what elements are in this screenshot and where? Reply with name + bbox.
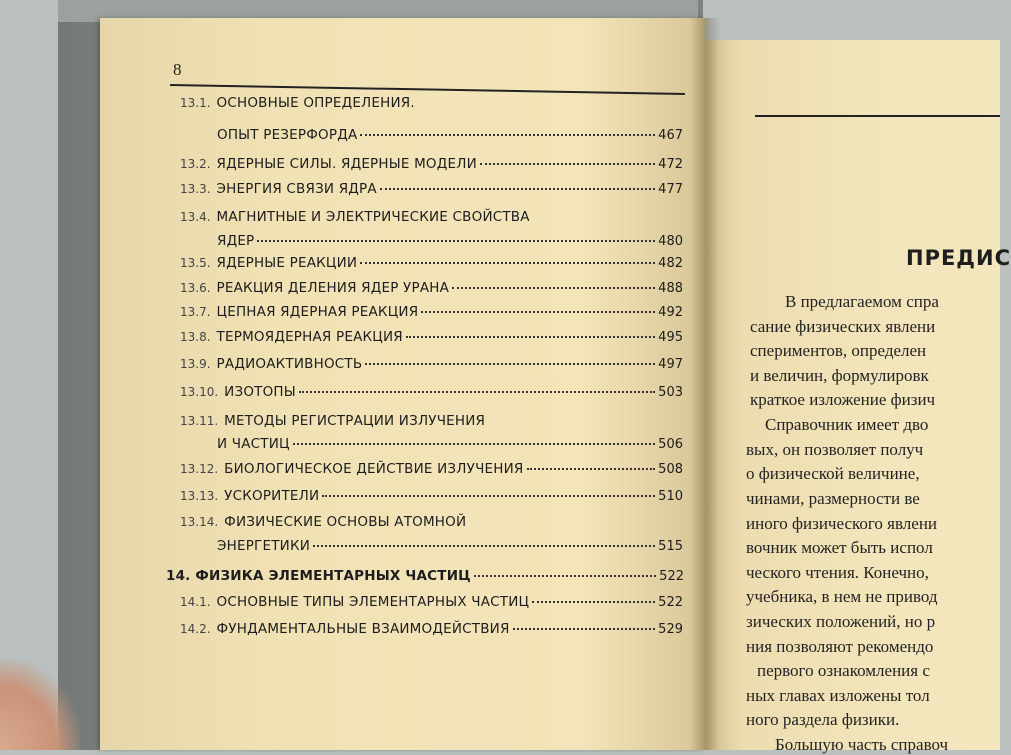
text-line: ческого чтения. Конечно, xyxy=(746,562,929,582)
text-line: ного раздела физики. xyxy=(746,710,900,730)
toc-chapter-entry xyxy=(166,568,684,584)
toc-dot-leader xyxy=(322,494,655,497)
toc-entry-page: 503 xyxy=(658,385,683,400)
toc-dot-leader xyxy=(299,390,655,393)
toc-entry-title: ОПЫТ РЕЗЕРФОРДА xyxy=(217,127,358,143)
toc-entry xyxy=(217,538,683,554)
toc-entry-number: 13.9. xyxy=(180,357,211,371)
toc-entry-title: ОСНОВНЫЕ ОПРЕДЕЛЕНИЯ. xyxy=(216,95,415,111)
toc-entry-title: РЕАКЦИЯ ДЕЛЕНИЯ ЯДЕР УРАНА xyxy=(216,280,450,296)
toc-entry-number: 13.3. xyxy=(180,182,211,196)
toc-entry xyxy=(180,209,683,225)
text-line: сание физических явлени xyxy=(750,316,936,336)
toc-entry xyxy=(180,304,683,320)
toc-entry xyxy=(180,356,683,372)
preface-title: ПРЕДИС xyxy=(906,246,1011,270)
toc-entry-number: 13.6. xyxy=(180,281,211,295)
toc-entry-title: ЦЕПНАЯ ЯДЕРНАЯ РЕАКЦИЯ xyxy=(216,304,419,320)
toc-entry xyxy=(217,436,683,452)
toc-entry-title: ФИЗИЧЕСКИЕ ОСНОВЫ АТОМНОЙ xyxy=(224,514,467,530)
toc-entry-title: ОСНОВНЫЕ ТИПЫ ЭЛЕМЕНТАРНЫХ ЧАСТИЦ xyxy=(216,594,530,610)
text-line: краткое изложение физич xyxy=(750,390,936,410)
toc-dot-leader xyxy=(474,574,656,577)
toc-entry xyxy=(180,280,683,296)
toc-entry-page: 522 xyxy=(659,569,684,584)
toc-dot-leader xyxy=(532,600,655,603)
toc-entry-page: 515 xyxy=(658,539,683,554)
toc-entry xyxy=(180,621,683,637)
toc-entry-page: 495 xyxy=(658,330,683,345)
toc-entry-number: 13.14. xyxy=(180,515,219,529)
text-line: ных главах изложены тол xyxy=(746,685,930,705)
toc-entry-page: 488 xyxy=(658,281,683,296)
toc-entry xyxy=(180,413,683,429)
toc-entry-number: 13.12. xyxy=(180,462,219,476)
toc-entry-title: МАГНИТНЫЕ И ЭЛЕКТРИЧЕСКИЕ СВОЙСТВА xyxy=(216,209,530,225)
toc-entry-number: 13.10. xyxy=(180,385,219,399)
toc-dot-leader xyxy=(360,261,655,264)
text-line: чинами, размерности ве xyxy=(746,488,920,508)
toc-entry-page: 477 xyxy=(658,182,683,197)
toc-entry-page: 492 xyxy=(658,305,683,320)
toc-dot-leader xyxy=(406,335,655,338)
toc-entry-title: ЭНЕРГИЯ СВЯЗИ ЯДРА xyxy=(216,181,377,197)
toc-dot-leader xyxy=(527,467,656,470)
toc-entry-number: 13.4. xyxy=(180,210,211,224)
toc-entry-title: ЯДЕРНЫЕ СИЛЫ. ЯДЕРНЫЕ МОДЕЛИ xyxy=(216,156,477,172)
toc-dot-leader xyxy=(293,442,655,445)
toc-entry xyxy=(180,461,683,477)
toc-dot-leader xyxy=(480,162,655,165)
toc-entry xyxy=(180,156,683,172)
toc-dot-leader xyxy=(257,239,655,242)
toc-entry-number: 13.1. xyxy=(180,96,211,110)
toc-entry xyxy=(217,127,683,143)
toc-entry-title: БИОЛОГИЧЕСКОЕ ДЕЙСТВИЕ ИЗЛУЧЕНИЯ xyxy=(224,461,524,477)
toc-entry-number: 13.13. xyxy=(180,489,219,503)
toc-entry-title: МЕТОДЫ РЕГИСТРАЦИИ ИЗЛУЧЕНИЯ xyxy=(224,413,486,429)
toc-entry-page: 522 xyxy=(658,595,683,610)
toc-entry-page: 510 xyxy=(658,489,683,504)
toc-entry-number: 13.5. xyxy=(180,256,211,270)
book-gutter xyxy=(690,18,720,750)
toc-entry-number: 13.7. xyxy=(180,305,211,319)
text-line: ния позволяют рекомендо xyxy=(746,636,934,656)
toc-entry-page: 497 xyxy=(658,357,683,372)
toc-dot-leader xyxy=(452,286,655,289)
toc-entry-title: И ЧАСТИЦ xyxy=(217,436,290,452)
toc-entry-title: ЭНЕРГЕТИКИ xyxy=(217,538,311,554)
toc-dot-leader xyxy=(365,362,655,365)
text-line: зических положений, но р xyxy=(746,611,936,631)
text-line: первого ознакомления с xyxy=(757,661,930,681)
text-line: и величин, формулировк xyxy=(750,365,929,385)
toc-dot-leader xyxy=(513,627,656,630)
toc-entry xyxy=(180,594,683,610)
toc-entry-page: 467 xyxy=(658,128,683,143)
text-line: Большую часть справоч xyxy=(775,735,949,754)
toc-entry-number: 13.8. xyxy=(180,330,211,344)
page-number: 8 xyxy=(173,60,182,79)
hand xyxy=(0,660,80,750)
toc-entry-number: 14.1. xyxy=(180,595,211,609)
toc-entry-title: ЯДЕРНЫЕ РЕАКЦИИ xyxy=(216,255,358,271)
toc-entry-title: ФУНДАМЕНТАЛЬНЫЕ ВЗАИМОДЕЙСТВИЯ xyxy=(216,621,510,637)
text-line: спериментов, определен xyxy=(750,341,927,361)
toc-entry-page: 482 xyxy=(658,256,683,271)
toc-dot-leader xyxy=(380,187,655,190)
text-line: о физической величине, xyxy=(746,464,920,484)
toc-entry-number: 13.2. xyxy=(180,157,211,171)
text-line: вых, он позволяет получ xyxy=(746,439,924,459)
toc-entry-title: ТЕРМОЯДЕРНАЯ РЕАКЦИЯ xyxy=(216,329,403,345)
toc-dot-leader xyxy=(360,133,655,136)
text-line: учебника, в нем не привод xyxy=(746,587,938,607)
toc-entry-number: 14.2. xyxy=(180,622,211,636)
text-line: иного физического явлени xyxy=(746,513,938,533)
toc-entry-page: 506 xyxy=(658,437,683,452)
toc-entry xyxy=(180,514,683,530)
toc-entry-number: 13.11. xyxy=(180,414,219,428)
toc-entry xyxy=(180,255,683,271)
toc-entry xyxy=(180,181,683,197)
toc-dot-leader xyxy=(313,544,655,547)
toc-entry-title: 14. ФИЗИКА ЭЛЕМЕНТАРНЫХ ЧАСТИЦ xyxy=(166,568,471,584)
text-line: вочник может быть испол xyxy=(746,538,933,558)
toc-entry xyxy=(217,233,683,249)
toc-entry-page: 480 xyxy=(658,234,683,249)
toc-entry-title: УСКОРИТЕЛИ xyxy=(224,488,320,504)
toc-entry xyxy=(180,488,683,504)
text-line: Справочник имеет дво xyxy=(765,415,929,435)
toc-entry-title: ИЗОТОПЫ xyxy=(224,384,296,400)
toc-entry-page: 472 xyxy=(658,157,683,172)
toc-entry-title: РАДИОАКТИВНОСТЬ xyxy=(216,356,363,372)
toc-entry-page: 529 xyxy=(658,622,683,637)
toc-entry-page: 508 xyxy=(658,462,683,477)
toc-entry xyxy=(180,384,683,400)
toc-entry xyxy=(180,95,480,111)
toc-dot-leader xyxy=(421,310,655,313)
right-header-rule xyxy=(755,115,1000,117)
toc-entry-title: ЯДЕР xyxy=(217,233,255,249)
text-line: В предлагаемом спра xyxy=(785,292,939,311)
toc-entry xyxy=(180,329,683,345)
